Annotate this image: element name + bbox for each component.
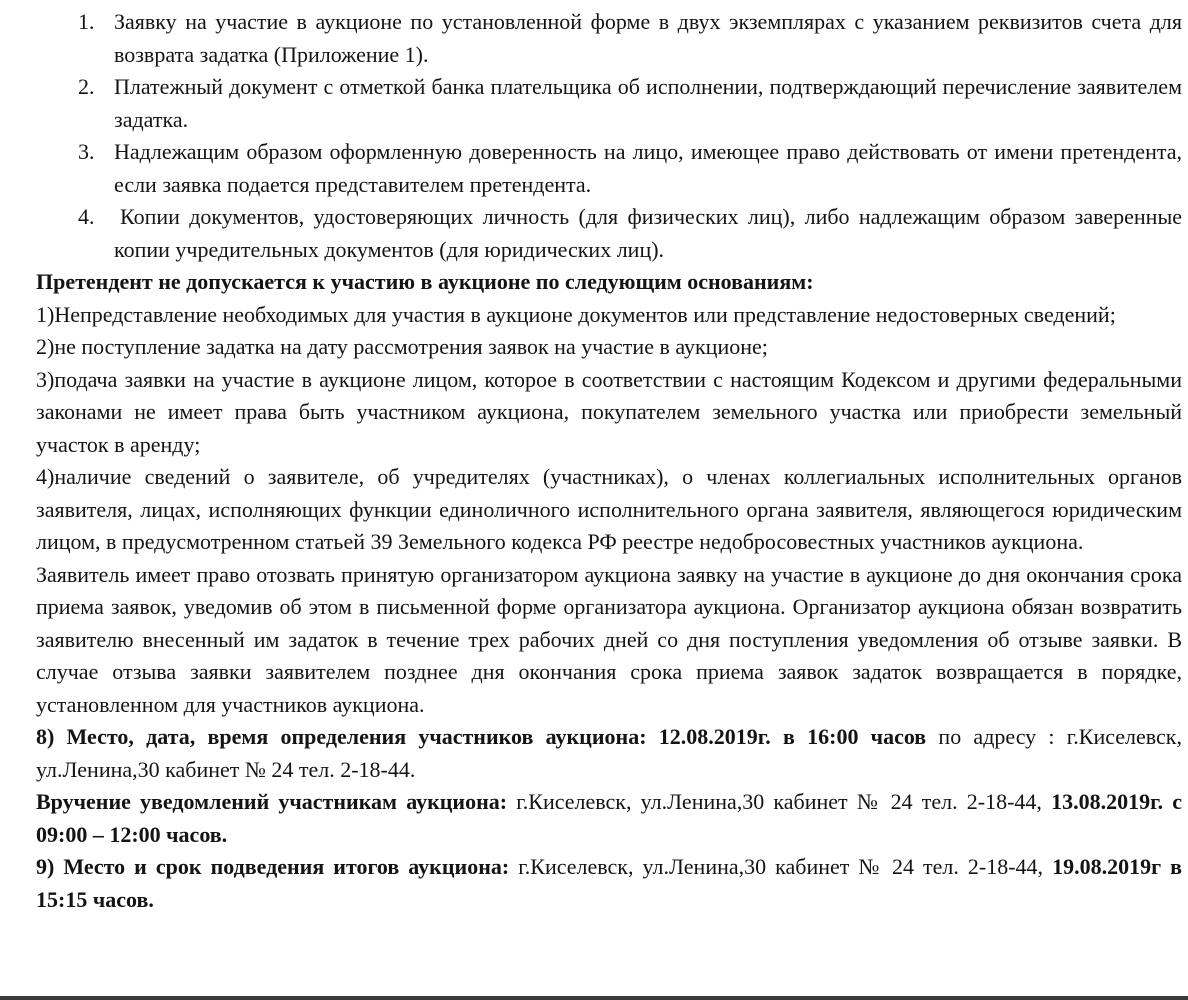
section-8-address: по адресу : г.Киселевск, ул.Ленина,30 кабинет № 24 тел. 2-18-44. — [36, 724, 1182, 782]
refusal-ground-2: 2)не поступление задатка на дату рассмотрения заявок на участие в аукционе; — [36, 334, 768, 359]
list-item-text: Платежный документ с отметкой банка плательщика об исполнении, подтверждающий перечисление заявителем задатка. — [114, 74, 1182, 132]
list-item-text: Заявку на участие в аукционе по установленной форме в двух экземплярах с указанием реквизитов счета для возврата задатка (Приложение 1). — [114, 9, 1182, 67]
list-item — [36, 201, 1182, 266]
list-number: 3. — [78, 139, 95, 164]
list-number: 4. — [78, 204, 95, 229]
section-9-label: 9) Место и срок подведения итогов аукциона: — [36, 854, 510, 879]
withdrawal-paragraph: Заявитель имеет право отозвать принятую организатором аукциона заявку на участие в аукционе до дня окончания срока приема заявок, уведомив об этом в письменной форме организатора аукциона. Организатор аукциона обязан возвратить заявителю внесенный им задаток в течение трех рабочих дней со дня поступления уведомления об отзыве заявки. В случае отзыва заявки заявителем позднее дня окончания срока приема заявок задаток возвращается в порядке, установленном для участников аукциона. — [36, 561, 1182, 717]
list-item — [36, 6, 1182, 71]
notices-paragraph — [36, 786, 1182, 851]
list-item — [36, 71, 1182, 136]
list-item — [36, 136, 1182, 201]
section-8-paragraph — [36, 721, 1182, 786]
list-item-text: Надлежащим образом оформленную доверенность на лицо, имеющее право действовать от имени претендента, если заявка подается представителем претендента. — [114, 139, 1182, 197]
list-number: 1. — [78, 9, 95, 34]
document-page — [36, 6, 1182, 916]
section-9-address: г.Киселевск, ул.Ленина,30 кабинет № 24 тел. 2-18-44, — [509, 854, 1053, 879]
notices-address: г.Киселевск, ул.Ленина,30 кабинет № 24 тел. 2-18-44, — [507, 789, 1052, 814]
refusal-heading: Претендент не допускается к участию в аукционе по следующим основаниям: — [36, 269, 814, 294]
page-bottom-edge — [0, 996, 1188, 1000]
list-number: 2. — [78, 74, 95, 99]
refusal-ground-3: 3)подача заявки на участие в аукционе лицом, которое в соответствии с настоящим Кодексом и другими федеральными законами не имеет права быть участником аукциона, покупателем земельного участка или приобрести земельный участок в аренду; — [36, 366, 1182, 457]
section-8-bold: 8) Место, дата, время определения участников аукциона: 12.08.2019г. в 16:00 часов — [36, 724, 927, 749]
section-9-time: 19.08.2019г в 15:15 часов. — [36, 854, 1182, 912]
refusal-ground-1: 1)Непредставление необходимых для участия в аукционе документов или представление недостоверных сведений; — [36, 301, 1116, 327]
section-9-paragraph — [36, 851, 1182, 916]
notices-time: 13.08.2019г. с 09:00 – 12:00 часов. — [36, 789, 1182, 847]
notices-label: Вручение уведомлений участникам аукциона: — [36, 789, 508, 814]
required-documents-list — [36, 6, 1182, 266]
list-item-text: Копии документов, удостоверяющих личность (для физических лиц), либо надлежащим образом заверенные копии учредительных документов (для юридических лиц). — [114, 204, 1182, 262]
refusal-ground-4: 4)наличие сведений о заявителе, об учредителях (участниках), о членах коллегиальных исполнительных органов заявителя, лицах, исполняющих функции единоличного исполнительного органа заявителя, являющегося юридическим лицом, в предусмотренном статьей 39 Земельного кодекса РФ реестре недобросовестных участников аукциона. — [36, 464, 1182, 554]
